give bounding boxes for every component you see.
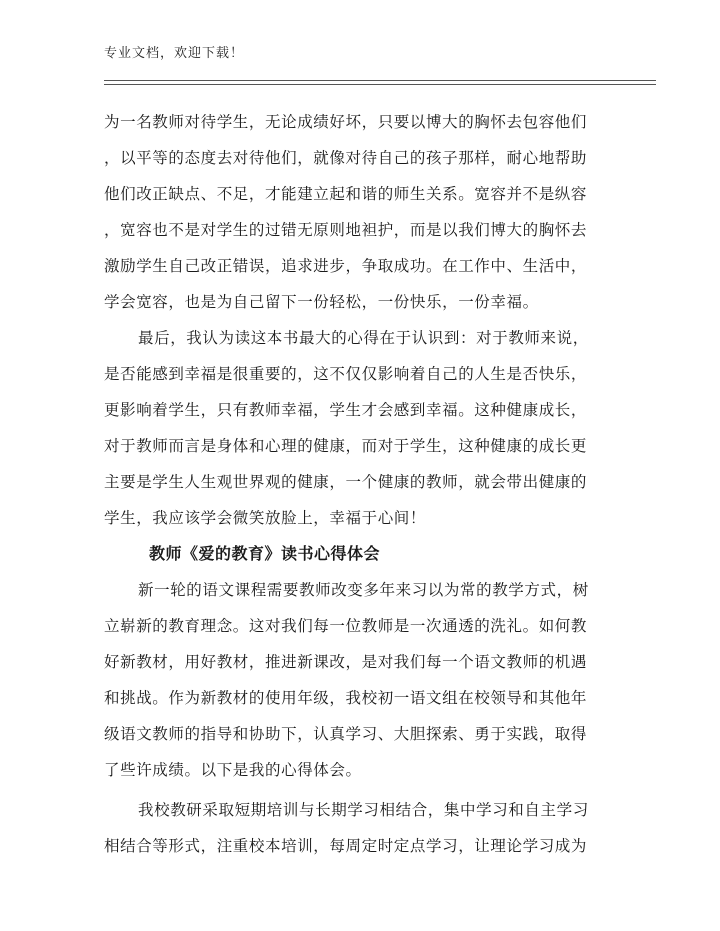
section-title: 教师《爱的教育》读书心得体会 <box>149 544 381 563</box>
text-line: ，宽容也不是对学生的过错无原则地袒护，而是以我们博大的胸怀去 <box>104 221 588 239</box>
text-line: 最后，我认为读这本书最大的心得在于认识到：对于教师来说， <box>138 329 589 347</box>
document-body <box>104 104 624 864</box>
text-line: 了些许成绩。以下是我的心得体会。 <box>104 761 362 779</box>
text-line: 主要是学生人生观世界观的健康，一个健康的教师，就会带出健康的 <box>104 473 588 491</box>
paragraph <box>104 792 624 864</box>
text-line: 好新教材，用好教材，推进新课改，是对我们每一个语文教师的机遇 <box>104 653 588 671</box>
text-line: 相结合等形式，注重校本培训，每周定时定点学习，让理论学习成为 <box>104 837 588 855</box>
text-line: ，以平等的态度去对待他们，就像对待自己的孩子那样，耐心地帮助 <box>104 149 588 167</box>
paragraph <box>104 104 624 320</box>
text-line: 学会宽容，也是为自己留下一份轻松，一份快乐，一份幸福。 <box>104 293 539 311</box>
text-line: 和挑战。作为新教材的使用年级，我校初一语文组在校领导和其他年 <box>104 689 588 707</box>
text-line: 立崭新的教育理念。这对我们每一位教师是一次通透的洗礼。如何教 <box>104 617 588 635</box>
header-divider-bottom <box>104 84 656 85</box>
page-header: 专业文档，欢迎下载！ <box>104 46 245 61</box>
text-line: 对于教师而言是身体和心理的健康，而对于学生，这种健康的成长更 <box>104 437 588 455</box>
header-divider-top <box>104 80 656 81</box>
text-line: 新一轮的语文课程需要教师改变多年来习以为常的教学方式，树 <box>138 581 589 599</box>
text-line: 更影响着学生，只有教师幸福，学生才会感到幸福。这种健康成长， <box>104 401 588 419</box>
paragraph <box>104 572 624 788</box>
text-line: 他们改正缺点、不足，才能建立起和谐的师生关系。宽容并不是纵容 <box>104 185 588 203</box>
text-line: 我校教研采取短期培训与长期学习相结合，集中学习和自主学习 <box>138 801 589 819</box>
text-line: 是否能感到幸福是很重要的，这不仅仅影响着自己的人生是否快乐， <box>104 365 588 383</box>
text-line: 为一名教师对待学生，无论成绩好坏，只要以博大的胸怀去包容他们 <box>104 113 588 131</box>
paragraph <box>104 320 624 536</box>
text-line: 激励学生自己改正错误，追求进步，争取成功。在工作中、生活中， <box>104 257 588 275</box>
text-line: 学生，我应该学会微笑放脸上，幸福于心间！ <box>104 509 427 527</box>
text-line: 级语文教师的指导和协助下，认真学习、大胆探索、勇于实践，取得 <box>104 725 588 743</box>
